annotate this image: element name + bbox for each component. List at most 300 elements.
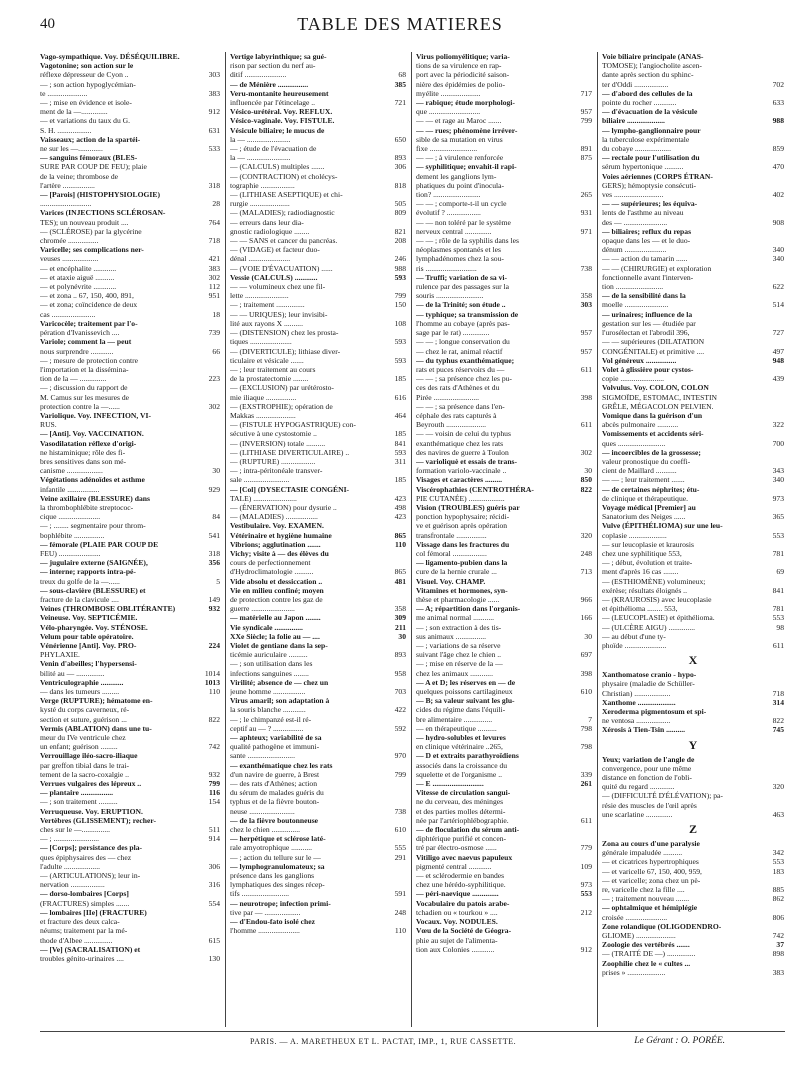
index-entry — [602, 254, 784, 263]
entry-page: 498 — [394, 502, 406, 512]
index-entry — [40, 954, 220, 963]
entry-text: diphtérique purifié et concen- — [416, 834, 507, 844]
entry-text: rats et puces réservoirs du — — [416, 364, 505, 374]
entry-text: nière des épidémies de polio- — [416, 79, 505, 89]
entry-text: bres sensitives dans son mé- — [40, 456, 127, 466]
entry-text: — [Parois] (HISTOPHYSIOLOGIE) — [40, 190, 160, 200]
index-entry — [602, 876, 784, 885]
index-entry — [40, 70, 220, 79]
entry-text: ........................... — [40, 199, 92, 209]
index-entry — [602, 698, 784, 707]
index-entry — [602, 885, 784, 894]
index-entry — [416, 70, 592, 79]
index-entry — [416, 291, 592, 300]
entry-text: Xanthome .................... — [602, 697, 676, 707]
entry-text: quité du regard ............. — [602, 782, 675, 792]
index-entry — [40, 429, 220, 438]
entry-text: — — ; longue conservation du — [416, 337, 510, 347]
entry-text: — et polynévrite ............ — [40, 282, 117, 292]
index-entry — [230, 926, 406, 935]
entry-text: GRÊLE, MÉGACOLON PELVIEN. — [602, 401, 714, 411]
index-entry — [602, 98, 784, 107]
entry-page: 309 — [394, 613, 406, 623]
entry-page: 185 — [394, 475, 406, 485]
entry-text: — interne; rapports intra-pé- — [40, 567, 136, 577]
entry-page: 183 — [772, 866, 784, 876]
index-entry — [40, 549, 220, 558]
index-entry — [40, 218, 220, 227]
entry-text: — de la sensibilité dans la — [602, 291, 686, 301]
index-entry — [230, 70, 406, 79]
entry-text: chez les animaux ............ — [416, 668, 493, 678]
entry-page: 248 — [394, 907, 406, 917]
entry-text: tion de la — .............. — [40, 374, 107, 384]
entry-text: néoplasmes spontanés et les — [416, 245, 501, 255]
index-entry — [40, 853, 220, 862]
index-entry — [40, 291, 220, 300]
entry-text: Vertige labyrinthique; sa gué- — [230, 52, 327, 61]
entry-page: 593 — [394, 447, 406, 457]
entry-page: 865 — [394, 530, 406, 540]
index-entry — [40, 411, 220, 420]
entry-text: Veine axillaire (BLESSURE) dans — [40, 493, 150, 503]
entry-text: Vessie (CALCULS) ............ — [230, 272, 318, 282]
entry-text: transfrontale ................ — [416, 530, 487, 540]
entry-text: — et ataxie aiguë .......... — [40, 272, 115, 282]
index-entry — [416, 411, 592, 420]
entry-text: — en thérapeutique .......... — [416, 723, 497, 733]
entry-text: — de la fièvre boutonneuse — [230, 815, 319, 825]
index-entry — [602, 337, 784, 346]
index-entry — [602, 199, 784, 208]
entry-page: 514 — [772, 300, 784, 310]
entry-page: 971 — [580, 226, 592, 236]
entry-text: gestation sur les — étudiée par — [602, 318, 696, 328]
index-entry — [416, 770, 592, 779]
entry-text: — (ÉNERVATION) pour dysurie .. — [230, 502, 337, 512]
index-entry — [230, 411, 406, 420]
entry-page: 948 — [772, 355, 784, 365]
index-entry — [40, 788, 220, 797]
entry-page: 957 — [580, 328, 592, 338]
entry-text: — (DIVERTICULE); lithiase diver- — [230, 346, 341, 356]
index-entry — [230, 153, 406, 162]
entry-text: la thrombophlébite streptococ- — [40, 502, 134, 512]
index-entry — [416, 383, 592, 392]
entry-text: — lombaires [IIe] (FRACTURE) — [40, 907, 147, 917]
index-entry — [602, 549, 784, 558]
entry-text: qualité pathogène et immuni- — [230, 742, 320, 752]
entry-page: 84 — [212, 512, 220, 522]
entry-text: ques ......................... — [602, 438, 666, 448]
entry-text: Verruqueuse. Voy. ERUPTION. — [40, 806, 143, 816]
entry-text: ne du cerveau, des méninges — [416, 797, 504, 807]
index-entry — [230, 761, 406, 770]
entry-text: thode d'Albee ............... — [40, 935, 113, 945]
entry-text: Varices (INJECTIONS SCLÉROSAN- — [40, 208, 166, 218]
entry-text: — — ; rôle de la syphilis dans les — [416, 236, 519, 246]
entry-text: présence dans les ganglions — [230, 871, 315, 881]
entry-text: — dans les tumeurs ......... — [40, 687, 120, 697]
index-entry — [40, 80, 220, 89]
entry-text: Vésicule biliaire; le mucus de — [230, 125, 325, 135]
index-entry — [40, 770, 220, 779]
entry-page: 799 — [394, 291, 406, 301]
index-entry — [230, 475, 406, 484]
index-entry — [416, 936, 592, 945]
index-entry — [230, 282, 406, 291]
entry-text: me animal normal ........... — [416, 613, 495, 623]
index-entry — [602, 716, 784, 725]
index-entry — [602, 586, 784, 595]
entry-text: — jugulaire externe (SAIGNÉE), — [40, 558, 148, 568]
entry-text: Christian) ................... — [602, 688, 671, 698]
entry-page: 718 — [208, 236, 220, 246]
index-entry — [230, 254, 406, 263]
index-entry — [416, 540, 592, 549]
index-entry — [40, 107, 220, 116]
index-entry — [230, 613, 406, 622]
entry-page: 358 — [394, 604, 406, 614]
entry-page: 7 — [588, 714, 592, 724]
entry-text: lents de l'asthme au niveau — [602, 208, 684, 218]
index-entry — [40, 531, 220, 540]
index-entry — [230, 457, 406, 466]
entry-text: treux du golfe de la —...... — [40, 576, 120, 586]
index-entry — [230, 650, 406, 659]
index-entry — [416, 687, 592, 696]
entry-page: 850 — [580, 475, 592, 485]
index-entry — [416, 871, 592, 880]
entry-text: Vœu de la Société de Géogra- — [416, 926, 512, 936]
index-entry — [230, 89, 406, 98]
entry-text: quelques poissons cartilagineux — [416, 687, 513, 697]
entry-text: tifs ......................... — [230, 889, 290, 899]
index-column-2 — [226, 52, 412, 1027]
index-entry — [416, 696, 592, 705]
entry-page: 931 — [580, 208, 592, 218]
entry-text: — ; le chimpanzé est-il ré- — [230, 714, 312, 724]
entry-text: sale ........................ — [230, 475, 290, 485]
entry-page: 463 — [772, 809, 784, 819]
index-entry — [602, 208, 784, 217]
index-entry — [230, 540, 406, 549]
index-entry — [40, 742, 220, 751]
entry-text: — (ESTHIOMÈNE) volumineux; — [602, 576, 706, 586]
index-entry — [416, 577, 592, 586]
index-entry — [416, 908, 592, 917]
entry-page: 302 — [580, 447, 592, 457]
entry-text: — et zona; coïncidence de deux — [40, 300, 138, 310]
entry-text: — (LEUCOPLASIE) et épithélioma. — [602, 613, 715, 623]
index-entry — [416, 475, 592, 484]
entry-text: céphale des rats capturés à — [416, 410, 497, 420]
index-entry — [40, 282, 220, 291]
entry-page: 966 — [580, 594, 592, 604]
entry-page: 697 — [580, 650, 592, 660]
entry-text: — (MALADIES); radiodiagnostic — [230, 208, 335, 218]
entry-text: sage par le rat) .............. — [416, 328, 490, 338]
index-entry — [602, 300, 784, 309]
entry-text: réflexe dépresseur de Cyon .. — [40, 70, 129, 80]
index-entry — [40, 641, 220, 650]
entry-page: 650 — [394, 134, 406, 144]
index-entry — [230, 291, 406, 300]
entry-page: 316 — [208, 880, 220, 890]
index-entry — [230, 825, 406, 834]
entry-page: 553 — [580, 889, 592, 899]
index-entry — [40, 503, 220, 512]
entry-page: 37 — [776, 940, 784, 950]
entry-text: — herpétique et sclérose laté- — [230, 834, 326, 844]
entry-page: 702 — [772, 79, 784, 89]
entry-text: — E ........................... — [416, 779, 484, 789]
index-entry — [416, 310, 592, 319]
index-entry — [230, 310, 406, 319]
index-entry — [602, 839, 784, 848]
entry-text: nous surprendre ............ — [40, 346, 114, 356]
entry-page: 914 — [208, 834, 220, 844]
index-entry — [416, 347, 592, 356]
entry-page: 859 — [772, 144, 784, 154]
entry-text: que ........................... — [416, 107, 481, 117]
entry-page: 885 — [772, 885, 784, 895]
entry-text: physaire (maladie de Schüller- — [602, 679, 695, 689]
entry-page: 261 — [580, 779, 592, 789]
index-entry — [40, 623, 220, 632]
entry-text: phie au sujet de l'alimenta- — [416, 935, 498, 945]
index-entry — [602, 613, 784, 622]
entry-page: 306 — [394, 162, 406, 172]
entry-page: 611 — [580, 815, 592, 825]
index-entry — [602, 679, 784, 688]
index-entry — [40, 825, 220, 834]
index-entry — [416, 715, 592, 724]
entry-text: d'un navire de guerre, à Brest — [230, 769, 320, 779]
entry-text: infections sanguines ........ — [230, 668, 309, 678]
index-entry — [40, 153, 220, 162]
entry-page: 340 — [772, 475, 784, 485]
entry-text: souris ......................... — [416, 291, 484, 301]
entry-page: 616 — [394, 392, 406, 402]
index-entry — [602, 641, 784, 650]
entry-page: 154 — [208, 797, 220, 807]
index-entry — [416, 549, 592, 558]
entry-text: Vibrions; agglutination ....... — [230, 539, 321, 549]
index-entry — [602, 236, 784, 245]
index-entry — [602, 810, 784, 819]
index-entry — [230, 843, 406, 852]
index-entry — [230, 567, 406, 576]
index-entry — [416, 945, 592, 954]
index-entry — [602, 153, 784, 162]
index-entry — [602, 402, 784, 411]
entry-text: fracture de la clavicule .... — [40, 594, 119, 604]
entry-page: 818 — [394, 180, 406, 190]
page-header — [0, 14, 800, 38]
index-entry — [416, 153, 592, 162]
index-entry — [602, 959, 784, 968]
entry-text: — erreurs dans leur dia- — [230, 217, 304, 227]
index-entry — [40, 420, 220, 429]
entry-text: exérèse; résultats éloignés .. — [602, 585, 687, 595]
entry-text: — (VIDAGE) et facteur duo- — [230, 245, 320, 255]
index-entry — [40, 613, 220, 622]
index-entry — [230, 264, 406, 273]
entry-text: l'importation et la dissémina- — [40, 364, 129, 374]
entry-text: — — volumineux chez une fil- — [230, 282, 326, 292]
entry-page: 533 — [208, 144, 220, 154]
entry-text: XXe Siècle; la folie au — .... — [230, 631, 320, 641]
index-entry — [602, 466, 784, 475]
entry-text: — ; début, évolution et traite- — [602, 558, 693, 568]
entry-text: Vitamines et hormones, syn- — [416, 585, 508, 595]
entry-page: 592 — [394, 723, 406, 733]
index-entry — [230, 80, 406, 89]
index-entry — [602, 411, 784, 420]
index-entry — [40, 650, 220, 659]
index-entry — [230, 512, 406, 521]
index-entry — [40, 540, 220, 549]
index-entry — [230, 797, 406, 806]
index-entry — [416, 116, 592, 125]
entry-text: de clinique et thérapeutique. — [602, 493, 689, 503]
entry-page: 224 — [208, 641, 220, 650]
index-entry — [602, 162, 784, 171]
entry-page: 30 — [584, 466, 592, 476]
index-entry — [230, 834, 406, 843]
index-entry — [416, 586, 592, 595]
entry-text: — neurotrope; infection primi- — [230, 898, 331, 908]
printer-line: PARIS. — A. MARETHEUX ET L. PACTAT, IMP., 1, RUE CASSETTE. — [250, 1037, 517, 1046]
entry-text: Volvulus. Voy. COLON, COLON — [602, 383, 709, 393]
index-entry — [602, 439, 784, 448]
entry-page: 470 — [772, 162, 784, 172]
entry-text: tré par électro-osmose ...... — [416, 843, 497, 853]
index-entry — [40, 577, 220, 586]
entry-page: 957 — [580, 346, 592, 356]
entry-text: kysté du corps caverneux, ré- — [40, 705, 130, 715]
index-entry — [416, 632, 592, 641]
entry-text: sante ......................... — [230, 751, 295, 761]
entry-text: résie des muscles de l'œil après — [602, 800, 697, 810]
index-entry — [230, 199, 406, 208]
entry-text: M. Camus sur les mesures de — [40, 392, 130, 402]
index-entry — [602, 632, 784, 641]
index-entry — [230, 623, 406, 632]
index-entry — [416, 926, 592, 935]
entry-page: 342 — [772, 848, 784, 858]
index-entry — [416, 199, 592, 208]
index-entry — [40, 208, 220, 217]
index-entry — [230, 779, 406, 788]
index-entry — [230, 889, 406, 898]
index-entry — [230, 871, 406, 880]
entry-text: Vide absolu et dessiccation .. — [230, 576, 323, 586]
entry-text: — sanguins fémoraux (BLES- — [40, 153, 138, 163]
entry-text: — des rats d'Athènes; action — [230, 779, 317, 789]
entry-text: un enfant; guérison ......... — [40, 742, 118, 752]
index-entry — [416, 659, 592, 668]
index-entry — [40, 669, 220, 678]
index-entry — [230, 917, 406, 926]
index-entry — [230, 733, 406, 742]
entry-text: squelette et de l'organisme .. — [416, 769, 503, 779]
index-entry — [40, 659, 220, 668]
index-entry — [416, 328, 592, 337]
index-entry — [230, 604, 406, 613]
index-entry — [40, 319, 220, 328]
entry-text: Vermis (ABLATION) dans une tu- — [40, 723, 152, 733]
index-entry — [602, 670, 784, 679]
index-column-1 — [40, 52, 226, 1027]
index-entry — [40, 181, 220, 190]
entry-text: des navires de guerre à Toulon — [416, 447, 509, 457]
entry-page: 875 — [580, 153, 592, 163]
entry-text: — ; mise en évidence et isole- — [40, 98, 132, 108]
index-entry — [416, 595, 592, 604]
index-entry — [230, 135, 406, 144]
index-entry — [416, 300, 592, 309]
entry-text: rulence par des passages sur la — [416, 282, 509, 292]
index-entry — [602, 485, 784, 494]
entry-text: — d'Endou-fato isolé chez — [230, 917, 316, 927]
entry-text: Sanatorium des Neiges ...... — [602, 512, 686, 522]
entry-text: ticémie auriculaire .......... — [230, 650, 308, 660]
entry-page: 779 — [580, 843, 592, 853]
entry-text: — typhique; sa transmission de — [416, 309, 519, 319]
entry-page: 781 — [772, 548, 784, 558]
entry-page: 713 — [580, 567, 592, 577]
entry-text: — biliaires; reflux du repas — [602, 226, 692, 236]
entry-text: Zoologie des vertébrés ....... — [602, 940, 690, 950]
letter-heading: Y — [688, 737, 698, 752]
index-entry — [40, 816, 220, 825]
entry-text: pération d'Ivanissevich .... — [40, 328, 120, 338]
index-entry — [230, 393, 406, 402]
index-entry — [40, 926, 220, 935]
index-entry — [602, 107, 784, 116]
index-entry — [230, 715, 406, 724]
index-entry — [416, 356, 592, 365]
index-entry — [230, 365, 406, 374]
entry-page: 212 — [580, 907, 592, 917]
entry-text: Vol généreux ................ — [602, 355, 677, 365]
index-entry — [230, 466, 406, 475]
index-entry — [602, 848, 784, 857]
index-entry — [40, 797, 220, 806]
entry-text: Ventriculographie ............ — [40, 677, 124, 687]
entry-text: Vésico-urétéral. Voy. REFLUX. — [230, 107, 333, 117]
entry-text: — — rues; phénomène irréver- — [416, 125, 518, 135]
index-entry — [602, 282, 784, 291]
entry-text: sérum hypertonique .......... — [602, 162, 684, 172]
entry-text: — (SCLÉROSE) par la glycérine — [40, 226, 142, 236]
index-entry — [416, 319, 592, 328]
entry-page: 481 — [394, 576, 406, 586]
index-entry — [416, 623, 592, 632]
entry-text: re, varicelle chez la fille .... — [602, 885, 685, 895]
entry-page: 265 — [580, 190, 592, 200]
entry-text: Verrouillage iléo-sacro-iliaque — [40, 751, 138, 761]
index-entry — [230, 245, 406, 254]
index-entry — [602, 144, 784, 153]
entry-text: — ; intra-péritonéale transver- — [230, 466, 323, 476]
entry-text: — sous-clavière (BLESSURE) et — [40, 585, 146, 595]
entry-page: 211 — [395, 622, 406, 632]
index-entry — [602, 374, 784, 383]
entry-text: — (DISTENSION) chez les prosta- — [230, 328, 339, 338]
